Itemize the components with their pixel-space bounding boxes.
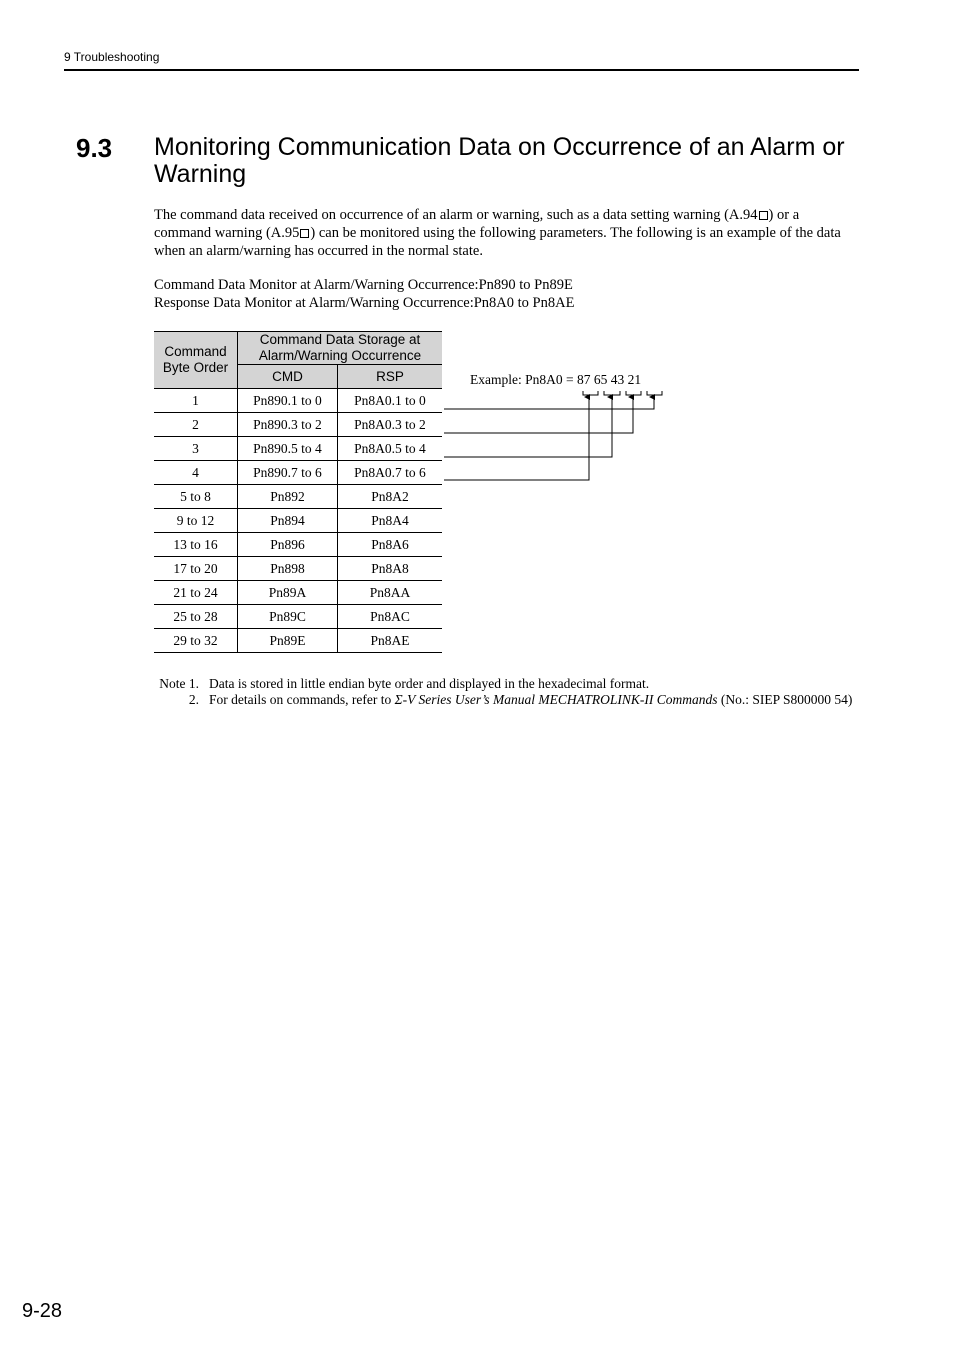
note-1 [154,676,858,692]
intro-text-1: The command data received on occurrence of an alarm or warning, such as a data setting warning (A.94 [154,207,758,223]
cmd-cell: Pn89C [238,605,338,629]
order-cell: 5 to 8 [154,485,238,509]
cmd-cell: Pn896 [238,533,338,557]
running-head: 9 Troubleshooting [64,50,160,64]
byte-bracket-87 [583,391,598,395]
cmd-cell: Pn890.3 to 2 [238,413,338,437]
rsp-cell: Pn8AA [338,581,443,605]
order-cell: 2 [154,413,238,437]
rsp-cell: Pn8AC [338,605,443,629]
note-2-number: 2. [188,692,199,707]
byte-bracket-21 [647,391,662,395]
order-cell: 29 to 32 [154,629,238,653]
byte-brackets [583,391,662,395]
order-cell: 25 to 28 [154,605,238,629]
cmd-cell: Pn890.5 to 4 [238,437,338,461]
response-monitor-line: Response Data Monitor at Alarm/Warning Occurrence:Pn8A0 to Pn8AE [154,295,575,311]
connector-row1-to-21 [444,397,654,409]
rsp-cell: Pn8AE [338,629,443,653]
cmd-cell: Pn894 [238,509,338,533]
cmd-column-header: CMD [238,365,338,389]
note-2-prefix: For details on commands, refer to [209,692,395,707]
section-title: Monitoring Communication Data on Occurrence of an Alarm or Warning [154,133,845,188]
page-number: 9-28 [22,1300,63,1322]
note-2 [154,692,858,708]
order-cell: 1 [154,389,238,413]
storage-group-header: Command Data Storage at Alarm/Warning Occurrence [238,332,443,365]
rsp-cell: Pn8A0.7 to 6 [338,461,443,485]
order-cell: 9 to 12 [154,509,238,533]
cmd-cell: Pn89E [238,629,338,653]
footnotes [154,676,858,708]
order-cell: 4 [154,461,238,485]
rsp-cell: Pn8A0.1 to 0 [338,389,443,413]
cmd-cell: Pn890.7 to 6 [238,461,338,485]
intro-text-2: ) or a command warning (A.95 [154,207,800,241]
manual-title: Σ-V Series User’s Manual MECHATROLINK-II Commands [394,692,718,707]
rsp-column-header: RSP [338,365,443,389]
cmd-cell: Pn898 [238,557,338,581]
order-cell: 13 to 16 [154,533,238,557]
byte-bracket-43 [626,391,641,395]
connector-row3-to-65 [444,397,612,457]
rsp-cell: Pn8A0.5 to 4 [338,437,443,461]
example-label: Example: Pn8A0 = 87 65 43 21 [470,372,642,387]
rsp-cell: Pn8A6 [338,533,443,557]
note-1-text: Data is stored in little endian byte order and displayed in the hexadecimal format. [209,676,650,691]
section-number: 9.3 [76,133,113,163]
connector-row2-to-43 [444,397,633,433]
cmd-cell: Pn890.1 to 0 [238,389,338,413]
order-column-header: Command Byte Order [154,332,238,389]
rsp-cell: Pn8A0.3 to 2 [338,413,443,437]
order-cell: 3 [154,437,238,461]
intro-text-3: ) can be monitored using the following parameters. The following is an example of the data when an alarm/warning has occurred in the normal state. [154,225,841,259]
cmd-cell: Pn89A [238,581,338,605]
command-monitor-line: Command Data Monitor at Alarm/Warning Occurrence:Pn890 to Pn89E [154,277,573,293]
rsp-cell: Pn8A8 [338,557,443,581]
rsp-cell: Pn8A2 [338,485,443,509]
note-2-suffix: (No.: SIEP S800000 54) [717,692,853,707]
order-cell: 21 to 24 [154,581,238,605]
note-1-number: Note 1. [159,676,199,691]
rsp-cell: Pn8A4 [338,509,443,533]
cmd-cell: Pn892 [238,485,338,509]
order-cell: 17 to 20 [154,557,238,581]
byte-bracket-65 [604,391,620,395]
